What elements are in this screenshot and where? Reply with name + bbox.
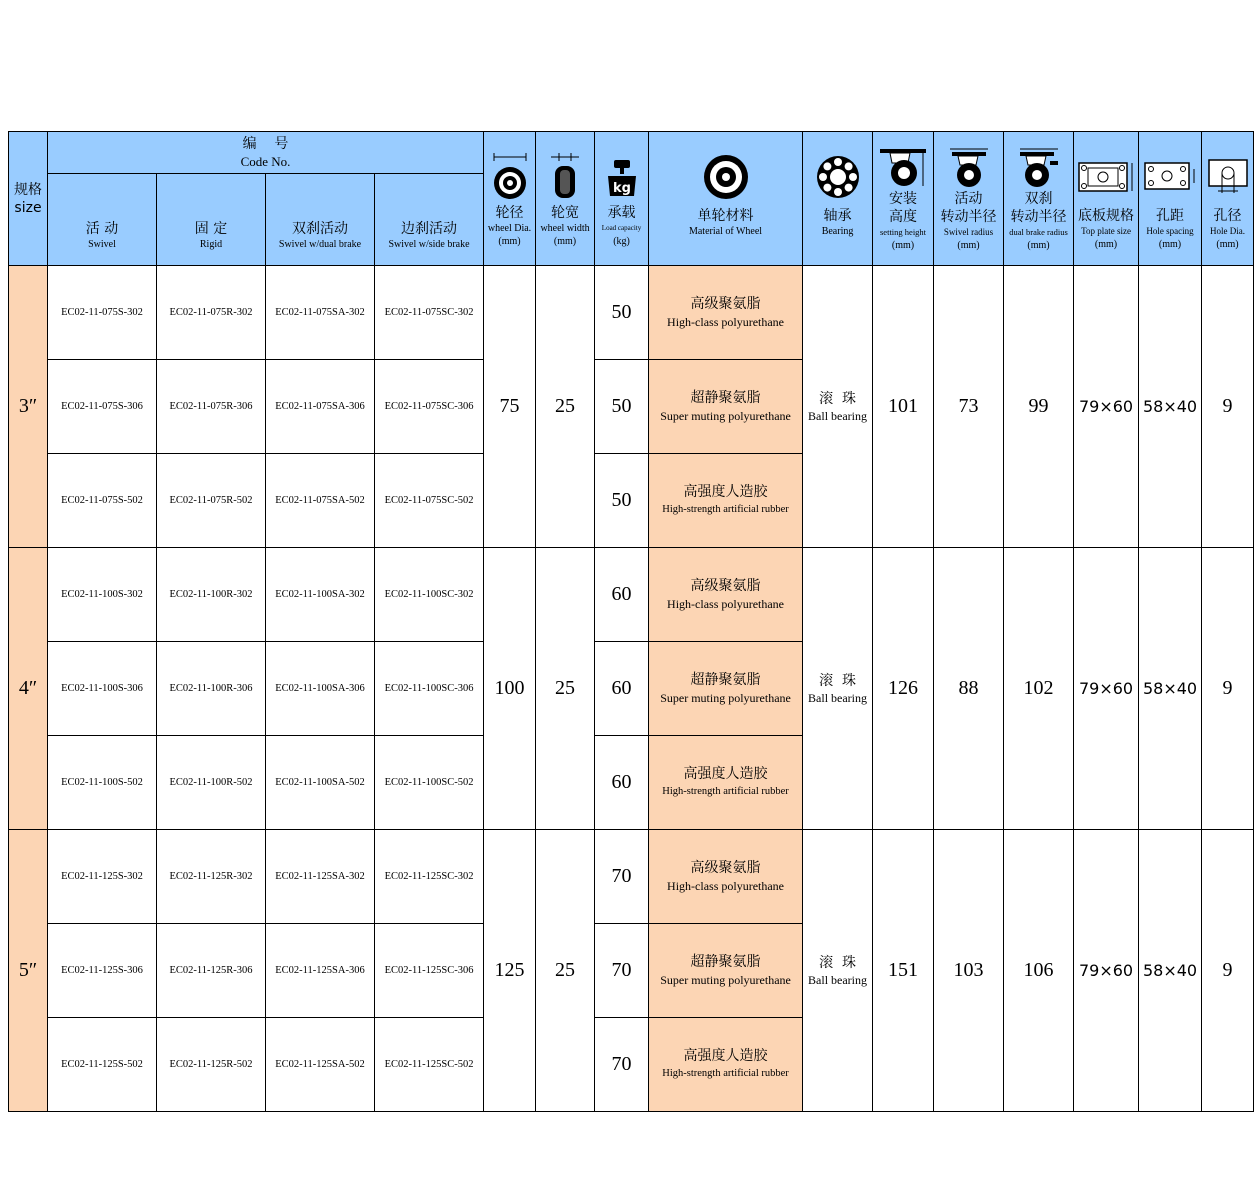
hole-dia-cn: 孔径 <box>1213 207 1242 224</box>
bearing-en: Ball bearing <box>808 408 868 423</box>
rigid-code: EC02-11-075R-306 <box>157 360 266 454</box>
caster-brake-radius-icon <box>1004 146 1073 190</box>
dual-brake-header <box>266 174 375 266</box>
material-cell <box>649 1018 803 1112</box>
material-cn: 高级聚氨脂 <box>690 578 761 594</box>
material-cell <box>649 548 803 642</box>
load-unit: (kg) <box>613 235 630 247</box>
load-cell: 70 <box>595 1018 649 1112</box>
material-en: Super muting polyurethane <box>660 409 791 423</box>
top-plate-en: Top plate size <box>1081 225 1131 236</box>
svg-text:kg: kg <box>612 180 631 196</box>
rigid-en: Rigid <box>199 239 223 250</box>
setting-height-cell: 101 <box>873 266 934 548</box>
material-cn: 超静聚氨脂 <box>690 390 761 406</box>
side-brake-code: EC02-11-125SC-502 <box>375 1018 484 1112</box>
dual-brake-code: EC02-11-100SA-302 <box>266 548 375 642</box>
side-brake-cn: 边刹活动 <box>401 221 458 237</box>
setting-height-cn2: 高度 <box>889 208 918 225</box>
load-cell: 50 <box>595 454 649 548</box>
setting-height-cell: 126 <box>873 548 934 830</box>
hole-spacing-icon <box>1139 147 1201 207</box>
hole-spacing-cell: 58×40 <box>1139 830 1202 1112</box>
wheel-width-unit: (mm) <box>553 235 577 247</box>
rigid-code: EC02-11-100R-502 <box>157 736 266 830</box>
size-cell: 5″ <box>9 830 48 1112</box>
material-cn: 单轮材料 <box>697 207 754 224</box>
load-cell: 50 <box>595 360 649 454</box>
size-cell: 4″ <box>9 548 48 830</box>
rigid-header <box>157 174 266 266</box>
material-en: High-strength artificial rubber <box>662 1068 789 1079</box>
swivel-cn: 活 动 <box>85 221 119 237</box>
swivel-code: EC02-11-125S-306 <box>48 924 157 1018</box>
material-en: High-class polyurethane <box>667 879 785 893</box>
material-cn: 高强度人造胶 <box>683 484 768 500</box>
wheel-width-cell: 25 <box>536 266 595 548</box>
wheel-dia-header <box>484 132 536 266</box>
wheel-width-cell: 25 <box>536 548 595 830</box>
material-cell <box>649 360 803 454</box>
swivel-code: EC02-11-100S-302 <box>48 548 157 642</box>
rigid-code: EC02-11-100R-306 <box>157 642 266 736</box>
dual-brake-code: EC02-11-125SA-502 <box>266 1018 375 1112</box>
caster-spec-table <box>8 131 1254 1112</box>
material-cn: 超静聚氨脂 <box>690 672 761 688</box>
material-cn: 高级聚氨脂 <box>690 296 761 312</box>
dual-brake-radius-unit: (mm) <box>1027 239 1050 251</box>
bearing-cn: 滚 珠 <box>819 390 856 407</box>
dual-brake-code: EC02-11-075SA-306 <box>266 360 375 454</box>
rigid-cn: 固 定 <box>194 221 228 237</box>
wheel-dia-unit: (mm) <box>498 235 521 247</box>
dual-brake-cn: 双刹活动 <box>292 221 348 237</box>
rigid-code: EC02-11-125R-306 <box>157 924 266 1018</box>
side-brake-code: EC02-11-100SC-302 <box>375 548 484 642</box>
material-cn: 高强度人造胶 <box>683 766 768 782</box>
dual-brake-radius-cell: 99 <box>1004 266 1074 548</box>
top-plate-header <box>1074 132 1139 266</box>
dual-brake-code: EC02-11-125SA-306 <box>266 924 375 1018</box>
bearing-cell <box>803 548 873 830</box>
material-header <box>649 132 803 266</box>
material-en: Material of Wheel <box>688 225 763 237</box>
swivel-header <box>48 174 157 266</box>
dual-brake-code: EC02-11-075SA-302 <box>266 266 375 360</box>
size-header-cn: 规格 <box>14 181 42 198</box>
wheel-material-icon <box>649 147 802 207</box>
wheel-width-icon <box>536 150 594 204</box>
dual-brake-code: EC02-11-100SA-306 <box>266 642 375 736</box>
bearing-en: Ball bearing <box>808 972 868 987</box>
dual-brake-radius-cn1: 双刹 <box>1024 190 1053 207</box>
swivel-code: EC02-11-075S-502 <box>48 454 157 548</box>
side-brake-code: EC02-11-100SC-502 <box>375 736 484 830</box>
table-row <box>9 830 1254 924</box>
material-en: High-class polyurethane <box>667 597 785 611</box>
swivel-code: EC02-11-100S-306 <box>48 642 157 736</box>
dual-brake-en: Swivel w/dual brake <box>278 239 362 250</box>
table-row <box>9 266 1254 360</box>
hole-spacing-cn: 孔距 <box>1156 207 1185 224</box>
swivel-radius-unit: (mm) <box>957 239 980 251</box>
material-en: High-strength artificial rubber <box>662 786 789 797</box>
material-en: High-strength artificial rubber <box>662 504 789 515</box>
bearing-en: Bearing <box>821 225 854 237</box>
rigid-code: EC02-11-125R-502 <box>157 1018 266 1112</box>
wheel-diameter-icon <box>484 150 535 204</box>
hole-dia-header <box>1202 132 1254 266</box>
dual-brake-code: EC02-11-100SA-502 <box>266 736 375 830</box>
side-brake-code: EC02-11-125SC-302 <box>375 830 484 924</box>
side-brake-code: EC02-11-125SC-306 <box>375 924 484 1018</box>
side-brake-header <box>375 174 484 266</box>
material-cell <box>649 266 803 360</box>
material-cell <box>649 642 803 736</box>
swivel-radius-cn1: 活动 <box>954 190 983 207</box>
rigid-code: EC02-11-075R-302 <box>157 266 266 360</box>
hole-dia-cell: 9 <box>1202 548 1254 830</box>
table-row <box>9 548 1254 642</box>
swivel-en: Swivel <box>88 239 116 250</box>
bearing-cn: 滚 珠 <box>819 672 856 689</box>
code-group-en: Code No. <box>240 153 291 169</box>
swivel-code: EC02-11-075S-306 <box>48 360 157 454</box>
hole-dia-cell: 9 <box>1202 830 1254 1112</box>
bearing-header <box>803 132 873 266</box>
swivel-code: EC02-11-125S-302 <box>48 830 157 924</box>
rigid-code: EC02-11-075R-502 <box>157 454 266 548</box>
material-cell <box>649 830 803 924</box>
top-plate-unit: (mm) <box>1094 238 1118 250</box>
dual-brake-radius-header <box>1004 132 1074 266</box>
top-plate-cell: 79×60 <box>1074 266 1139 548</box>
load-cell: 50 <box>595 266 649 360</box>
hole-spacing-cell: 58×40 <box>1139 266 1202 548</box>
swivel-code: EC02-11-100S-502 <box>48 736 157 830</box>
side-brake-code: EC02-11-100SC-306 <box>375 642 484 736</box>
size-header-en: size <box>14 199 42 216</box>
bearing-cell <box>803 830 873 1112</box>
side-brake-code: EC02-11-075SC-306 <box>375 360 484 454</box>
code-group-cn: 编 号 <box>242 135 289 152</box>
material-en: Super muting polyurethane <box>660 691 791 705</box>
rigid-code: EC02-11-125R-302 <box>157 830 266 924</box>
top-plate-icon <box>1074 147 1138 207</box>
dual-brake-radius-cn2: 转动半径 <box>1010 208 1067 225</box>
material-cn: 超静聚氨脂 <box>690 954 761 970</box>
load-cell: 70 <box>595 924 649 1018</box>
hole-dia-unit: (mm) <box>1216 238 1239 250</box>
top-plate-cell: 79×60 <box>1074 548 1139 830</box>
wheel-dia-cell: 125 <box>484 830 536 1112</box>
setting-height-cn1: 安装 <box>889 190 918 207</box>
material-en: High-class polyurethane <box>667 315 785 329</box>
load-weight-icon <box>595 150 648 204</box>
swivel-radius-cell: 103 <box>934 830 1004 1112</box>
hole-dia-en: Hole Dia. <box>1210 225 1246 236</box>
material-cell <box>649 454 803 548</box>
swivel-radius-header <box>934 132 1004 266</box>
caster-swivel-radius-icon <box>934 146 1003 190</box>
swivel-radius-cn2: 转动半径 <box>940 208 997 225</box>
hole-spacing-en: Hole spacing <box>1146 225 1194 236</box>
dual-brake-code: EC02-11-125SA-302 <box>266 830 375 924</box>
load-cell: 70 <box>595 830 649 924</box>
material-cell <box>649 924 803 1018</box>
dual-brake-radius-cell: 102 <box>1004 548 1074 830</box>
material-en: Super muting polyurethane <box>660 973 791 987</box>
dual-brake-radius-cell: 106 <box>1004 830 1074 1112</box>
load-cn: 承载 <box>607 204 636 221</box>
load-cell: 60 <box>595 548 649 642</box>
bearing-cn: 轴承 <box>823 207 852 224</box>
wheel-dia-cell: 100 <box>484 548 536 830</box>
wheel-dia-cn: 轮径 <box>495 204 524 221</box>
hole-diameter-icon <box>1202 147 1253 207</box>
wheel-width-en: wheel width <box>540 222 590 234</box>
size-cell: 3″ <box>9 266 48 548</box>
wheel-width-cn: 轮宽 <box>551 204 580 221</box>
size-header <box>9 132 48 266</box>
bearing-cell <box>803 266 873 548</box>
top-plate-cell: 79×60 <box>1074 830 1139 1112</box>
hole-spacing-cell: 58×40 <box>1139 548 1202 830</box>
hole-spacing-unit: (mm) <box>1158 238 1182 250</box>
load-cell: 60 <box>595 736 649 830</box>
material-cn: 高强度人造胶 <box>683 1048 768 1064</box>
bearing-en: Ball bearing <box>808 690 868 705</box>
hole-dia-cell: 9 <box>1202 266 1254 548</box>
material-cn: 高级聚氨脂 <box>690 860 761 876</box>
hole-spacing-header <box>1139 132 1202 266</box>
side-brake-code: EC02-11-075SC-502 <box>375 454 484 548</box>
material-cell <box>649 736 803 830</box>
swivel-radius-en: Swivel radius <box>943 226 994 237</box>
load-header <box>595 132 649 266</box>
swivel-code: EC02-11-075S-302 <box>48 266 157 360</box>
load-en: Load capacity <box>601 223 642 232</box>
setting-height-header <box>873 132 934 266</box>
wheel-dia-en: wheel Dia. <box>487 222 532 234</box>
load-cell: 60 <box>595 642 649 736</box>
side-brake-code: EC02-11-075SC-302 <box>375 266 484 360</box>
dual-brake-code: EC02-11-075SA-502 <box>266 454 375 548</box>
wheel-width-header <box>536 132 595 266</box>
rigid-code: EC02-11-100R-302 <box>157 548 266 642</box>
swivel-radius-cell: 88 <box>934 548 1004 830</box>
setting-height-unit: (mm) <box>891 239 915 251</box>
caster-height-icon <box>873 146 933 190</box>
top-plate-cn: 底板规格 <box>1078 207 1135 224</box>
setting-height-cell: 151 <box>873 830 934 1112</box>
code-group-header <box>48 132 484 174</box>
dual-brake-radius-en: dual brake radius <box>1009 226 1068 237</box>
swivel-code: EC02-11-125S-502 <box>48 1018 157 1112</box>
setting-height-en: setting height <box>880 226 927 237</box>
swivel-radius-cell: 73 <box>934 266 1004 548</box>
ball-bearing-icon <box>803 147 872 207</box>
wheel-width-cell: 25 <box>536 830 595 1112</box>
side-brake-en: Swivel w/side brake <box>388 239 470 250</box>
wheel-dia-cell: 75 <box>484 266 536 548</box>
spec-body <box>9 266 1254 1112</box>
bearing-cn: 滚 珠 <box>819 954 856 971</box>
